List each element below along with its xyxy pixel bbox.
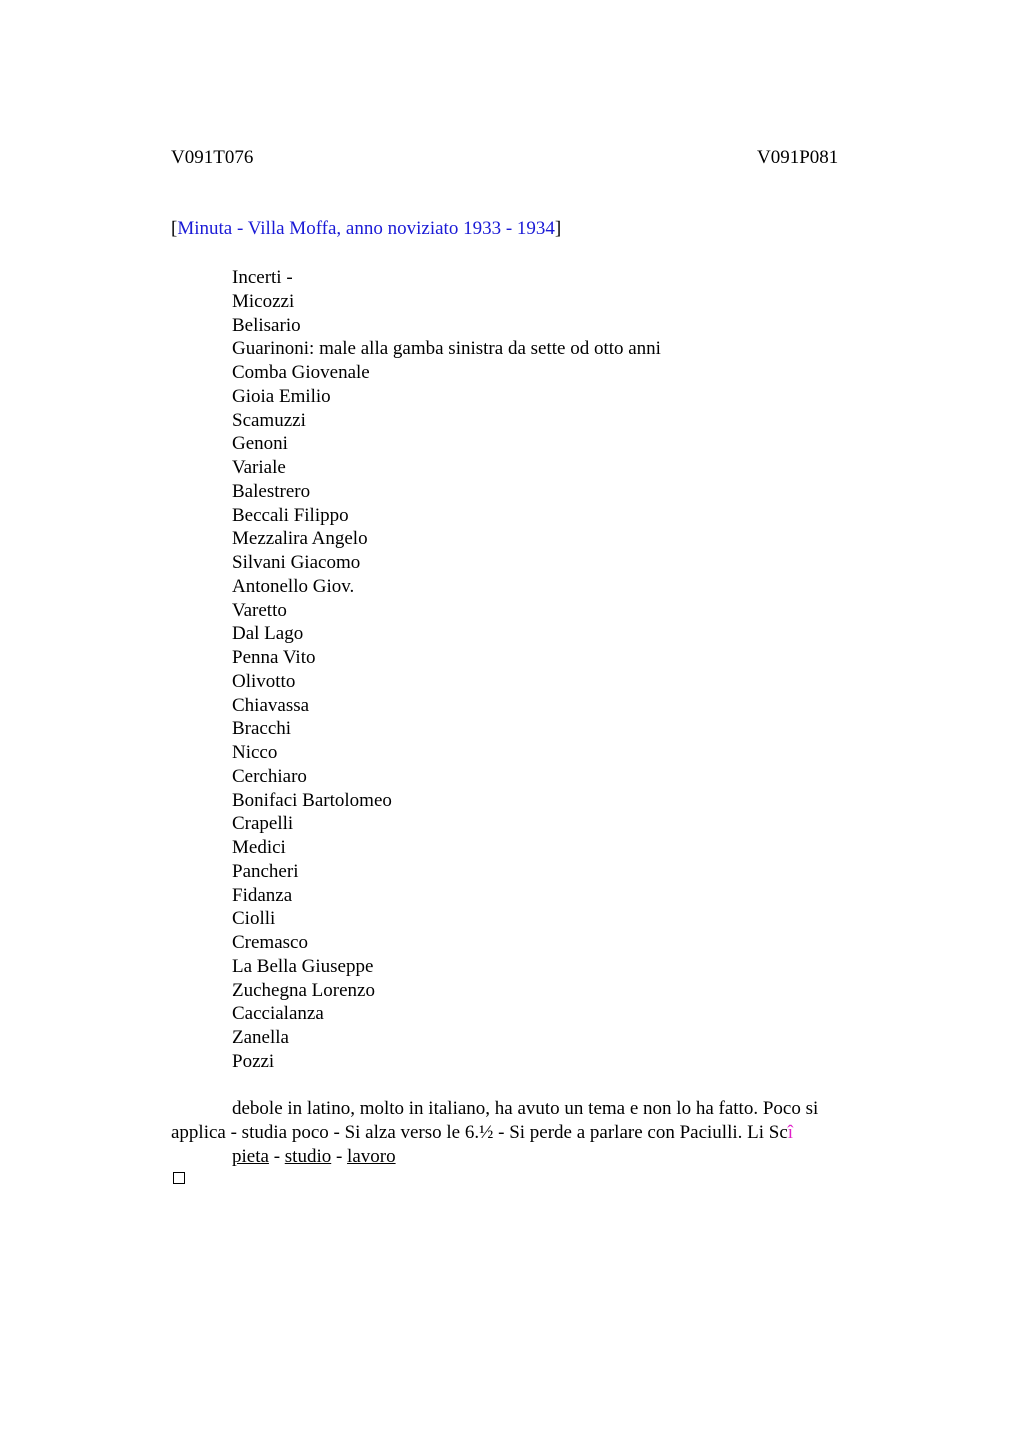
name-list xyxy=(232,266,661,1074)
title-text: Minuta - Villa Moffa, anno noviziato 1933 - 1934 xyxy=(177,218,555,239)
list-item: Antonello Giov. xyxy=(232,575,355,597)
category-separator: - xyxy=(331,1146,348,1167)
list-item: Scamuzzi xyxy=(232,409,306,431)
list-item: Caccialanza xyxy=(232,1003,324,1025)
list-item: Incerti - xyxy=(232,267,293,288)
title-open-bracket: [ xyxy=(171,218,178,239)
empty-checkbox-icon xyxy=(173,1172,185,1184)
list-item: Zanella xyxy=(232,1027,289,1048)
list-item: Belisario xyxy=(232,314,301,336)
list-item: Zuchegna Lorenzo xyxy=(232,979,375,1001)
category-studio: studio xyxy=(284,1146,332,1167)
title-close-bracket: ] xyxy=(554,218,562,239)
list-item: La Bella Giuseppe xyxy=(232,955,374,977)
list-item: Comba Giovenale xyxy=(232,362,370,383)
list-item: Crapelli xyxy=(232,813,294,835)
list-item: Guarinoni: male alla gamba sinistra da sette od otto anni xyxy=(232,338,661,360)
list-item: Ciolli xyxy=(232,908,276,930)
list-item: Beccali Filippo xyxy=(232,504,349,526)
list-item: Pancheri xyxy=(232,860,299,882)
note-paragraph xyxy=(171,1097,871,1145)
list-item: Olivotto xyxy=(232,670,296,692)
category-separator: - xyxy=(268,1146,285,1167)
category-line xyxy=(232,1145,396,1169)
note-text: debole in latino, molto in italiano, ha avuto un tema e non lo ha fatto. Poco si applica - studia poco - Si alza verso le 6.½ - Si perde a parlare con Paciulli. Li Sc xyxy=(171,1098,819,1143)
list-item: Bonifaci Bartolomeo xyxy=(232,789,392,811)
list-item: Gioia Emilio xyxy=(232,385,331,407)
list-item: Varetto xyxy=(232,599,287,621)
list-item: Micozzi xyxy=(232,290,295,312)
list-item: Penna Vito xyxy=(232,647,316,668)
list-item: Silvani Giacomo xyxy=(232,552,361,573)
list-item: Mezzalira Angelo xyxy=(232,528,368,550)
category-pieta: pieta xyxy=(232,1146,269,1167)
list-item: Chiavassa xyxy=(232,694,310,716)
list-item: Variale xyxy=(232,457,286,478)
list-item: Nicco xyxy=(232,742,278,763)
list-item: Bracchi xyxy=(232,718,292,740)
list-item: Cremasco xyxy=(232,932,308,953)
list-item: Pozzi xyxy=(232,1050,275,1072)
document-code-right: V091P081 xyxy=(757,147,839,168)
list-item: Genoni xyxy=(232,433,288,455)
list-item: Fidanza xyxy=(232,884,293,906)
document-code-left: V091T076 xyxy=(171,147,254,168)
note-highlight-char: î xyxy=(787,1122,794,1143)
document-title xyxy=(171,217,561,241)
list-item: Dal Lago xyxy=(232,623,304,645)
list-item: Medici xyxy=(232,837,286,858)
list-item: Cerchiaro xyxy=(232,765,307,787)
list-item: Balestrero xyxy=(232,480,311,502)
category-lavoro: lavoro xyxy=(347,1146,396,1167)
